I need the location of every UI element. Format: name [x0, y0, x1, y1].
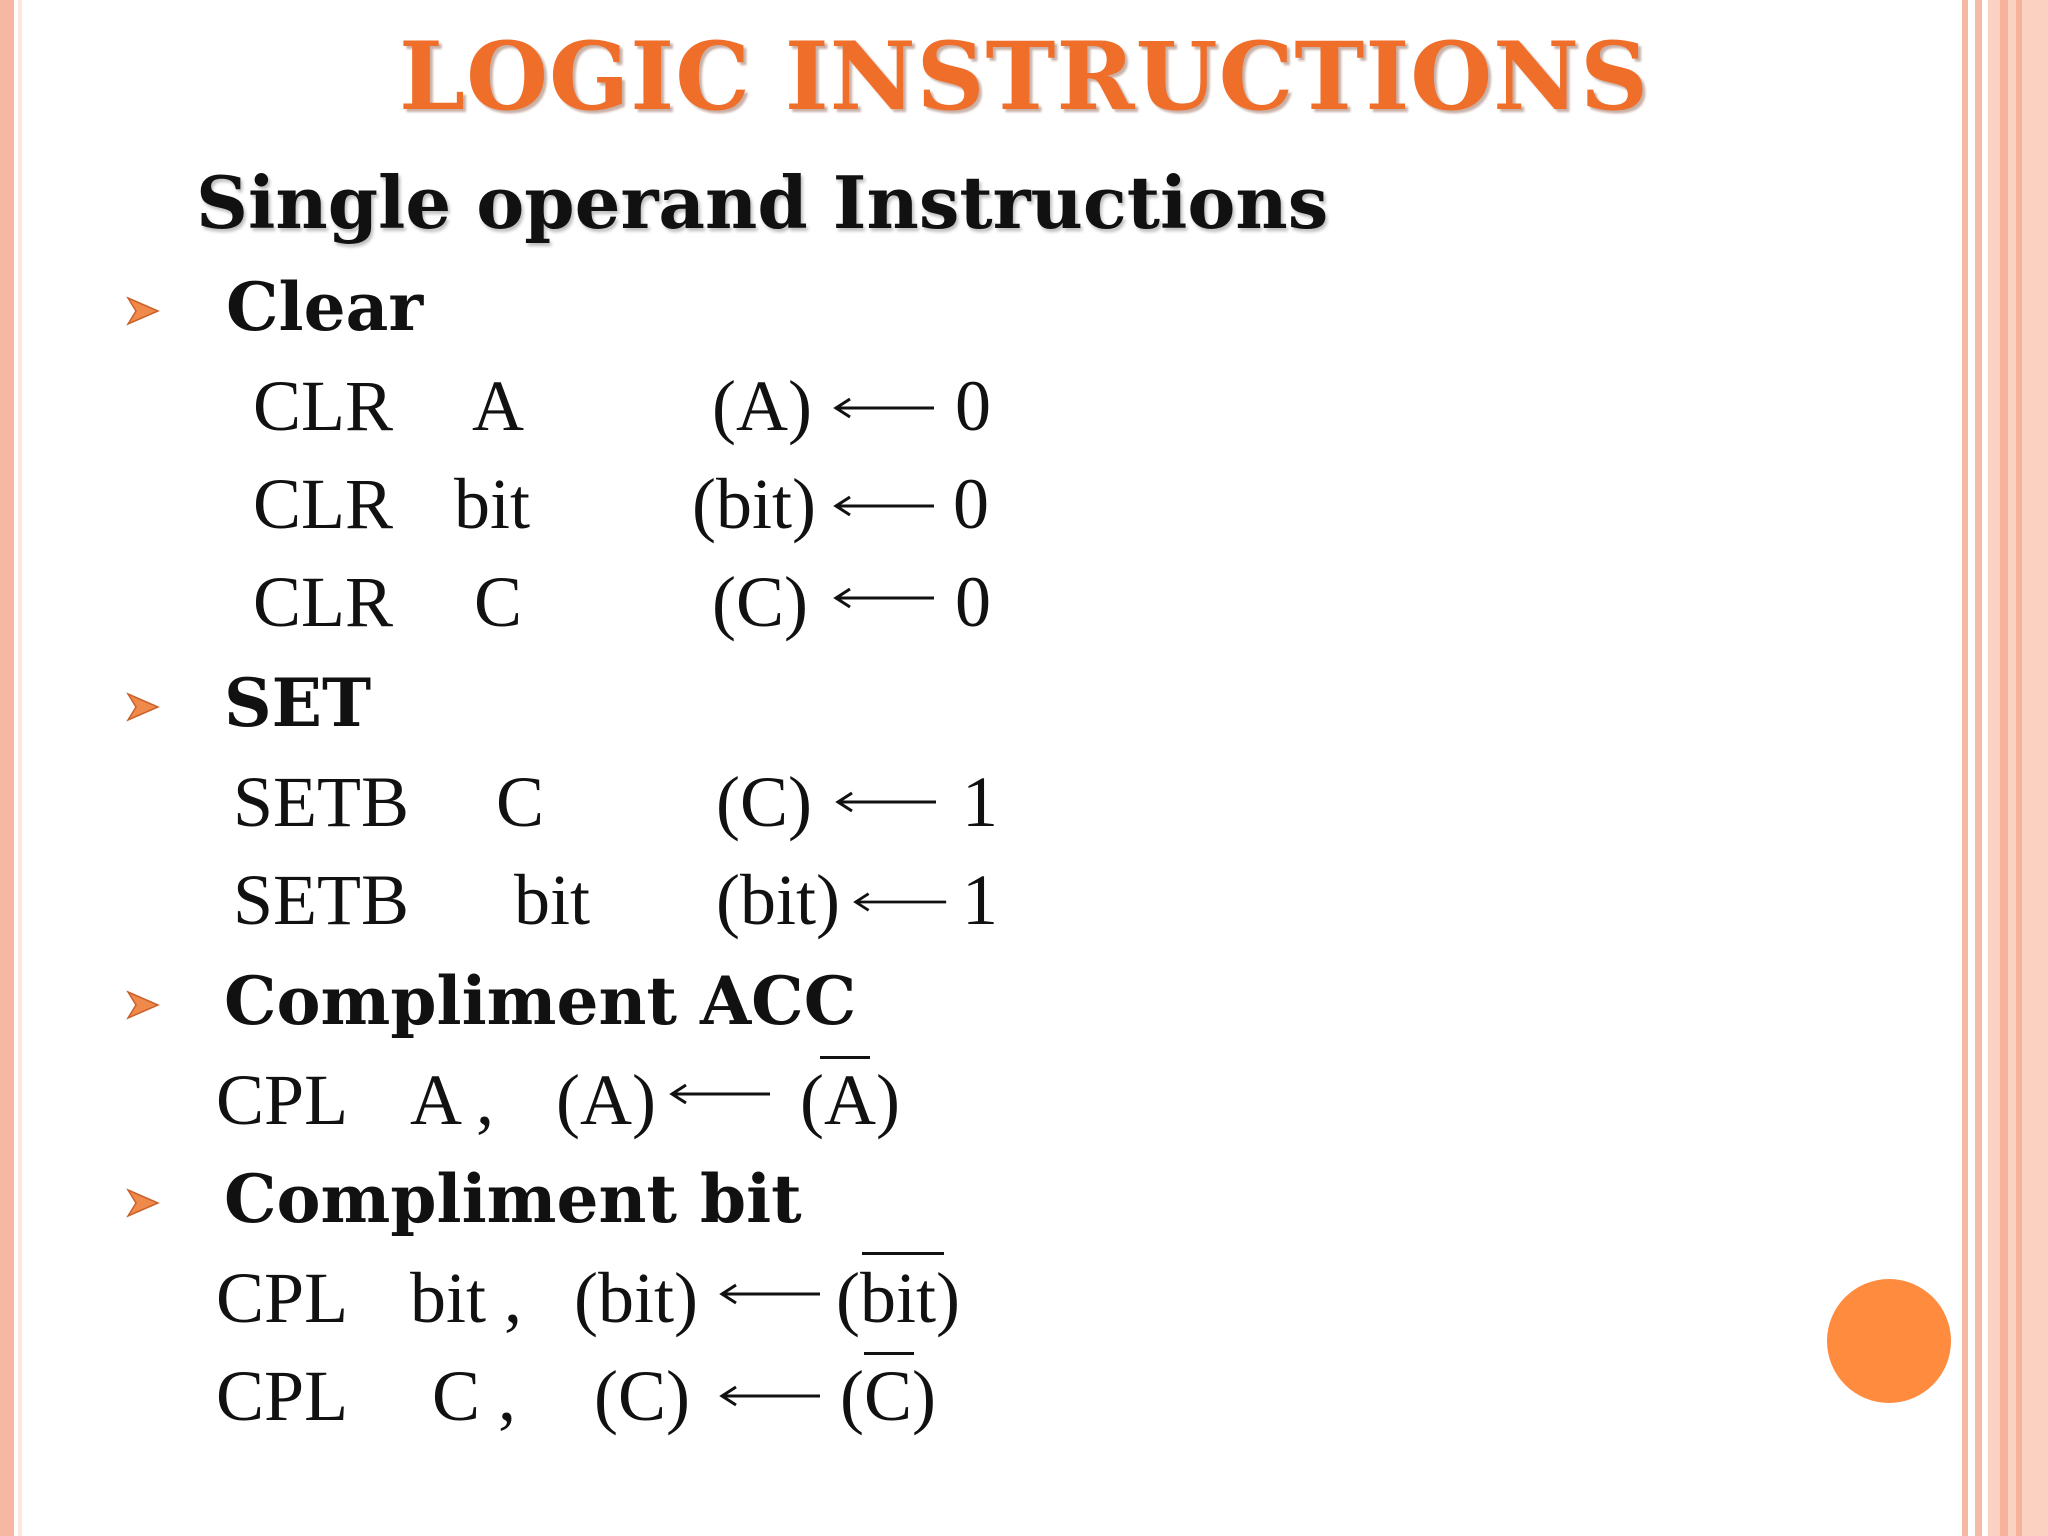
- arrowhead-bullet-icon: [126, 690, 160, 724]
- arrowhead-bullet-icon: [126, 1186, 160, 1220]
- clr-bit-mnemonic: CLR: [253, 464, 394, 544]
- cpl-bit-mnemonic: CPL: [216, 1258, 349, 1338]
- left-arrow-icon: [668, 1082, 772, 1106]
- setb-bit-operand: bit: [514, 860, 591, 940]
- right-border-stripe-4: [2016, 0, 2022, 1536]
- left-arrow-icon: [852, 890, 948, 914]
- cpl-bit-dest: (bit): [574, 1258, 698, 1338]
- cpl-a-dest: (A): [556, 1060, 656, 1140]
- left-border-stripe: [0, 0, 14, 1536]
- clr-c-operand: C: [474, 562, 523, 642]
- setb-bit-mnemonic: SETB: [233, 860, 410, 940]
- setb-bit-value: 1: [962, 860, 998, 940]
- complement-overline: [864, 1352, 914, 1355]
- cpl-c-value: [840, 1356, 936, 1436]
- arrowhead-bullet-icon: [126, 294, 160, 328]
- cpl-c-value-open: (: [840, 1356, 864, 1436]
- orange-circle-decoration: [1827, 1279, 1951, 1403]
- section-heading-clear: Clear: [226, 268, 424, 346]
- clr-bit-value: 0: [953, 464, 989, 544]
- clr-bit-dest: (bit): [692, 464, 816, 544]
- section-heading-cpl-bit: Compliment bit: [224, 1160, 802, 1238]
- clr-c-dest: (C): [712, 562, 808, 642]
- slide-subtitle: Single operand Instructions: [196, 160, 1329, 245]
- section-heading-set: SET: [224, 664, 372, 742]
- complement-overline: [820, 1056, 870, 1059]
- clr-a-mnemonic: CLR: [253, 366, 394, 446]
- cpl-c-dest: (C): [594, 1356, 690, 1436]
- left-arrow-icon: [718, 1282, 822, 1306]
- cpl-a-operand: A ,: [410, 1060, 495, 1140]
- clr-a-value: 0: [955, 366, 991, 446]
- left-arrow-icon: [832, 494, 936, 518]
- slide-title: LOGIC INSTRUCTIONS: [398, 22, 1649, 132]
- cpl-c-value-close: ): [912, 1356, 936, 1436]
- clr-a-dest: (A): [712, 366, 812, 446]
- right-border-stripe-3: [2000, 0, 2008, 1536]
- cpl-bit-value: [836, 1258, 960, 1338]
- cpl-a-mnemonic: CPL: [216, 1060, 349, 1140]
- left-border-thin-stripe: [18, 0, 22, 1536]
- section-heading-cpl-acc: Compliment ACC: [224, 962, 857, 1040]
- setb-c-mnemonic: SETB: [233, 762, 410, 842]
- cpl-a-value: [800, 1060, 900, 1140]
- setb-c-value: 1: [962, 762, 998, 842]
- clr-c-mnemonic: CLR: [253, 562, 394, 642]
- right-border-stripe-2: [1975, 0, 1982, 1536]
- arrowhead-bullet-icon: [126, 988, 160, 1022]
- cpl-a-value-open: (: [800, 1060, 824, 1140]
- cpl-c-mnemonic: CPL: [216, 1356, 349, 1436]
- clr-bit-operand: bit: [454, 464, 531, 544]
- right-border-stripe-1: [1962, 0, 1968, 1536]
- cpl-bit-value-open: (: [836, 1258, 860, 1338]
- complement-overline: [862, 1252, 944, 1255]
- cpl-c-operand: C ,: [432, 1356, 517, 1436]
- cpl-bit-value-symbol: bit: [859, 1258, 936, 1338]
- left-arrow-icon: [834, 790, 938, 814]
- left-arrow-icon: [832, 396, 936, 420]
- setb-c-operand: C: [496, 762, 545, 842]
- setb-bit-dest: (bit): [716, 860, 840, 940]
- left-arrow-icon: [832, 586, 936, 610]
- clr-c-value: 0: [955, 562, 991, 642]
- setb-c-dest: (C): [716, 762, 812, 842]
- cpl-bit-operand: bit ,: [410, 1258, 523, 1338]
- cpl-c-value-symbol: C: [863, 1356, 913, 1436]
- cpl-a-value-close: ): [875, 1060, 900, 1140]
- cpl-a-value-symbol: A: [823, 1060, 876, 1140]
- clr-a-operand: A: [472, 366, 524, 446]
- left-arrow-icon: [718, 1384, 822, 1408]
- cpl-bit-value-close: ): [936, 1258, 960, 1338]
